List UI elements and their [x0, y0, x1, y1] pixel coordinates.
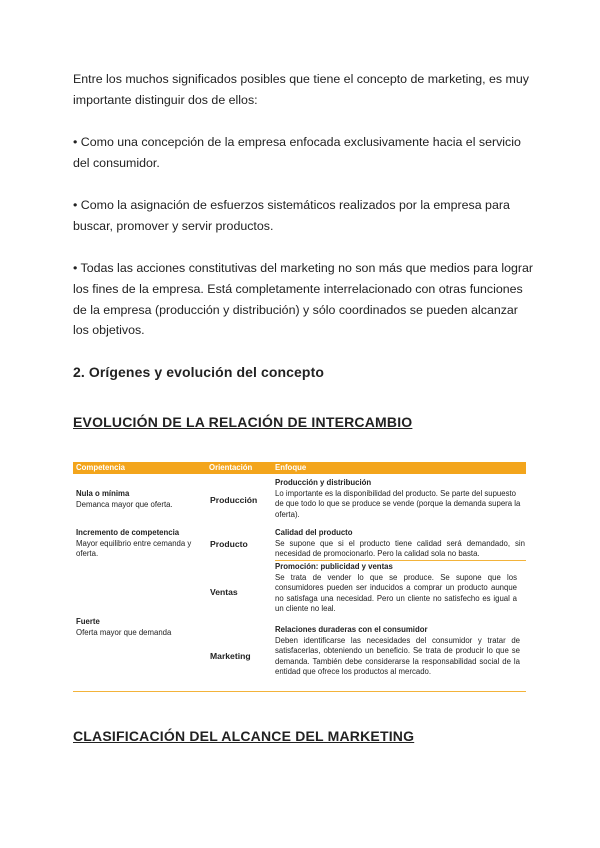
competencia-desc: Mayor equilibrio entre cemanda y oferta.	[76, 538, 192, 559]
subheading-clasificacion: CLASIFICACIÓN DEL ALCANCE DEL MARKETING	[73, 728, 415, 744]
table-row-2-competencia	[76, 528, 204, 560]
enfoque-desc: Deben identificarse las necesidades del consumidor y tratar de satisfacerlas, obteniendo un beneficio. Se trata de producir lo que se demanda. También debe considerarse la responsabilidad social de la entidad que ofrece los productos al mercado.	[275, 635, 520, 677]
section-heading: 2. Orígenes y evolución del concepto	[73, 364, 324, 380]
enfoque-desc: Se supone que si el producto tiene calidad será demandado, sin necesidad de promocionarlo. Pero la calidad sola no basta.	[275, 538, 525, 559]
table-row-3-orientacion: Ventas	[210, 587, 238, 597]
enfoque-title: Promoción: publicidad y ventas	[275, 562, 393, 571]
table-row-2-enfoque	[275, 528, 525, 560]
enfoque-desc: Lo importante es la disponibilidad del producto. Se parte del supuesto de que todo lo que se produce se vende (porque la demanda supera la oferta).	[275, 488, 521, 519]
table-bottom-border	[73, 691, 526, 692]
competencia-title: Fuerte	[76, 617, 100, 626]
table-row-4-enfoque	[275, 625, 520, 678]
enfoque-title: Calidad del producto	[275, 528, 353, 537]
table-row-3-enfoque	[275, 562, 517, 615]
table-row-3-competencia	[76, 617, 204, 638]
row-divider	[275, 560, 526, 561]
table-row-1-competencia	[76, 489, 204, 510]
table-row-1-enfoque	[275, 478, 525, 520]
enfoque-title: Relaciones duraderas con el consumidor	[275, 625, 428, 634]
table-header-row	[73, 462, 526, 474]
header-competencia: Competencia	[76, 463, 125, 472]
bullet-paragraph-3: • Todas las acciones constitutivas del marketing no son más que medios para lograr los fines de la empresa. Está completamente interrelacionado con otras funciones de la empresa (producción y distribución) y sólo coordinados se pueden alcanzar los objetivos.	[73, 261, 534, 338]
competencia-desc: Oferta mayor que demanda	[76, 627, 172, 637]
header-enfoque: Enfoque	[275, 463, 307, 472]
subheading-evolucion: EVOLUCIÓN DE LA RELACIÓN DE INTERCAMBIO	[73, 414, 413, 430]
competencia-title: Incremento de competencia	[76, 528, 180, 537]
table-row-2-orientacion: Producto	[210, 539, 248, 549]
header-orientacion: Orientación	[209, 463, 253, 472]
bullet-paragraph-2: • Como la asignación de esfuerzos sistemáticos realizados por la empresa para buscar, promover y servir productos.	[73, 198, 510, 233]
bullet-paragraph-1: • Como una concepción de la empresa enfocada exclusivamente hacia el servicio del consumidor.	[73, 135, 521, 170]
enfoque-desc: Se trata de vender lo que se produce. Se supone que los consumidores pueden ser inducidos a comprar un producto aunque no satisfaga una necesidad. Pero un cliente no satisfecho es igual a un cliente no leal.	[275, 572, 517, 614]
table-row-1-orientacion: Producción	[210, 495, 258, 505]
table-row-4-orientacion: Marketing	[210, 651, 251, 661]
enfoque-title: Producción y distribución	[275, 478, 372, 487]
competencia-desc: Demanca mayor que oferta.	[76, 499, 173, 509]
competencia-title: Nula o mínima	[76, 489, 130, 498]
intro-paragraph: Entre los muchos significados posibles que tiene el concepto de marketing, es muy importante distinguir dos de ellos:	[73, 72, 529, 107]
